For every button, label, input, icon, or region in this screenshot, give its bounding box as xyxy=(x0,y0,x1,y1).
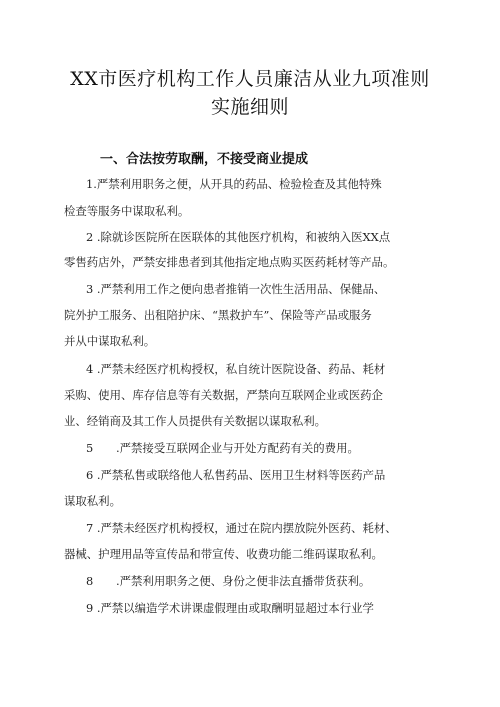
item-2-line-2: 零售药店外，严禁安排患者到其他指定地点购买医药耗材等产品。 xyxy=(64,255,395,269)
item-8-line-1: 8 .严禁利用职务之便、身份之便非法直播带货获利。 xyxy=(86,574,371,588)
item-3-line-1: 3 .严禁利用工作之便向患者推销一次性生活用品、保健品、 xyxy=(86,282,386,296)
item-7-line-2: 器械、护理用品等宣传品和带宣传、收费功能二维码谋取私利。 xyxy=(64,547,383,561)
document-title-line1: XX市医疗机构工作人员廉洁从业九项准则 xyxy=(70,68,430,90)
item-6-line-1: 6 .严禁私售或联络他人私售药品、医用卫生材料等医药产品 xyxy=(86,468,386,482)
item-4-line-2: 采购、使用、库存信息等有关数据，严禁向互联网企业或医药企 xyxy=(64,388,383,402)
item-7-line-1: 7 .严禁未经医疗机构授权，通过在院内摆放院外医药、耗材、 xyxy=(86,521,397,535)
item-9-line-1: 9 .严禁以编造学术讲课虚假理由或取酬明显超过本行业学 xyxy=(86,601,374,615)
item-3-line-2: 院外护工服务、出租陪护床、“黑救护车”、保险等产品或服务 xyxy=(64,308,372,322)
item-4-line-1: 4 .严禁未经医疗机构授权，私自统计医院设备、药品、耗材 xyxy=(86,362,386,376)
section-heading: 一、合法按劳取酬，不接受商业提成 xyxy=(100,152,309,167)
item-1-line-1: 1.严禁利用职务之便，从开具的药品、检验检查及其他特殊 xyxy=(86,177,382,191)
document-title-line2: 实施细则 xyxy=(210,96,289,118)
item-3-line-3: 并从中谋取私利。 xyxy=(64,334,156,348)
item-1-line-2: 检查等服务中谋取私利。 xyxy=(64,204,190,218)
item-6-line-2: 谋取私利。 xyxy=(64,494,121,508)
item-5-line-1: 5 .严禁接受互联网企业与开处方配药有关的费用。 xyxy=(86,441,359,455)
item-4-line-3: 业、经销商及其工作人员提供有关数据以谋取私利。 xyxy=(64,414,326,428)
item-2-line-1: 2 .除就诊医院所在医联体的其他医疗机构，和被纳入医XX点 xyxy=(86,230,391,244)
